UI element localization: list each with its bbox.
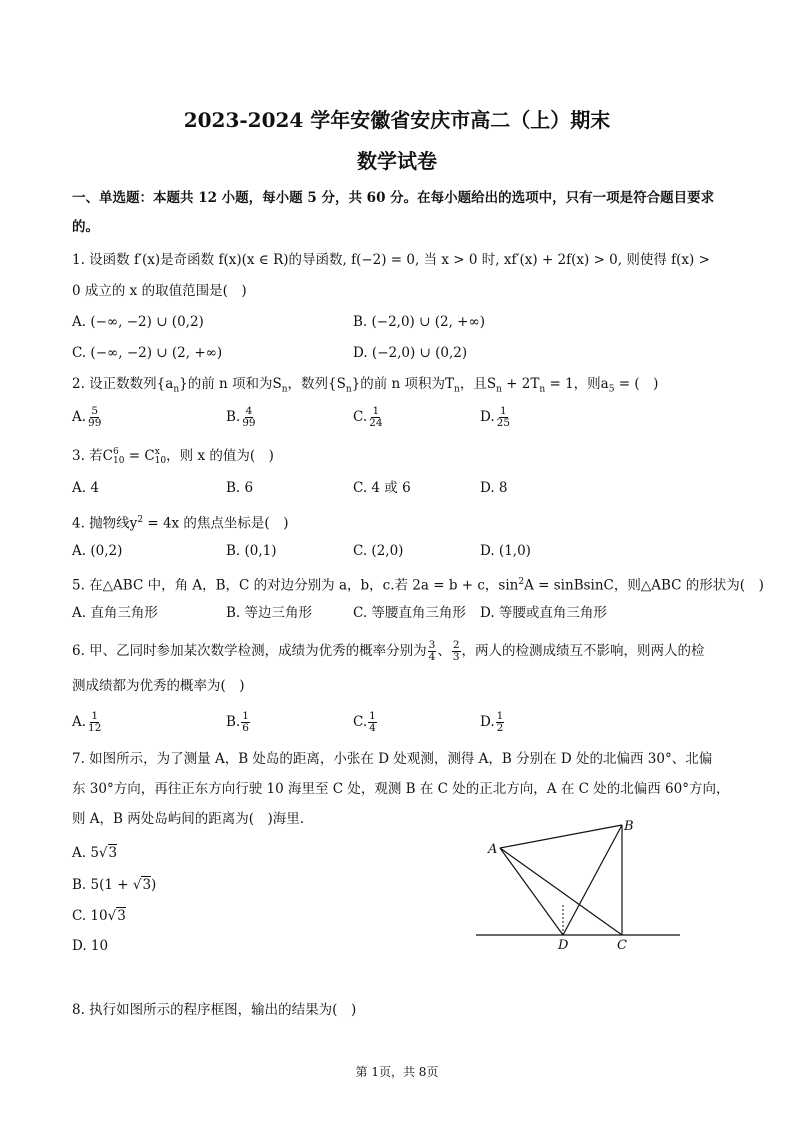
q2-stem-part: ，数列{S [287, 376, 346, 392]
exam-subtitle: 数学试卷 [357, 149, 437, 173]
q5-option-b: B. 等边三角形 [226, 605, 313, 621]
q3-option-a: A. 4 [72, 480, 99, 496]
q2-sub: n [345, 384, 352, 395]
q4-option-c: C. (2,0) [353, 543, 404, 559]
q5-option-a: A. 直角三角形 [72, 605, 158, 621]
q7-option-c: C. 10√3 [72, 908, 126, 924]
q1-stem-line2: 0 成立的 x 的取值范围是( ) [72, 283, 247, 299]
q6-option-a: A. $\frac{1}{12}$ [72, 710, 102, 734]
q5-option-c: C. 等腰直角三角形 [353, 605, 466, 621]
q1-option-d: D. (−2,0) ∪ (0,2) [353, 345, 468, 361]
label-a: A [488, 842, 498, 857]
q2-stem [72, 374, 732, 400]
q1-option-a: A. (−∞, −2) ∪ (0,2) [72, 314, 204, 330]
segment-ad [500, 848, 563, 935]
q1-stem-line1: 1. 设函数 f′(x)是奇函数 f(x)(x ∈ R)的导函数, f(−2) = 0, 当 x > 0 时, xf′(x) + 2f(x) > 0, 则使得 f(x) > [72, 252, 710, 268]
q6-option-d: D. $\frac{1}{2}$ [480, 710, 504, 734]
q1-option-b: B. (−2,0) ∪ (2, +∞) [353, 314, 485, 330]
q6-stem-line1: 6. 甲、乙同时参加某次数学检测，成绩为优秀的概率分别为 $\frac{3}{4}$ 、 $\frac{2}{3}$ ，两人的检测成绩互不影响，则两人的检 [72, 639, 705, 663]
exam-title: 2023-2024 学年安徽省安庆市高二（上）期末 [183, 108, 611, 132]
q3-option-c: C. 4 或 6 [353, 480, 411, 496]
q3-option-b: B. 6 [226, 480, 254, 496]
q2-sub: 5 [608, 384, 615, 395]
q2-sub: n [496, 384, 502, 395]
segment-ab [500, 825, 622, 848]
segment-ac [500, 848, 622, 935]
q2-sub: n [173, 384, 180, 395]
q2-option-a: A. $\frac{5}{99}$ [72, 405, 102, 429]
segment-bd [563, 825, 622, 935]
q4-option-a: A. (0,2) [72, 543, 123, 559]
q2-option-c: C. $\frac{1}{24}$ [353, 405, 383, 429]
q5-stem: 5. 在△ABC 中，角 A，B，C 的对边分别为 a，b，c.若 2a = b + c，$\sin^2A$ = sinBsinC，则△ABC 的形状为( ) [72, 577, 764, 594]
q2-sub: n [454, 384, 460, 395]
q2-stem-part: = 1，则a [545, 376, 609, 392]
label-d: D [558, 938, 569, 953]
label-c: C [617, 938, 627, 953]
q7-stem-line2: 东 30°方向，再往正东方向行驶 10 海里至 C 处，观测 B 在 C 处的正北方向，A 在 C 处的北偏西 60°方向， [72, 781, 730, 797]
q2-sub: n [281, 384, 288, 395]
q6-stem-line2: 测成绩都为优秀的概率为( ) [72, 678, 245, 694]
q7-option-d: D. 10 [72, 938, 109, 954]
q8-stem: 8. 执行如图所示的程序框图，输出的结果为( ) [72, 1002, 357, 1018]
page-footer: 第 1页，共 8页 [355, 1065, 439, 1079]
q5-option-d: D. 等腰或直角三角形 [480, 605, 607, 621]
q4-option-d: D. (1,0) [480, 543, 531, 559]
q4-stem: 4. 抛物线$y^2 = 4x$ 的焦点坐标是( ) [72, 515, 289, 532]
q2-stem-part: = ( ) [614, 376, 659, 392]
q7-stem-line1: 7. 如图所示，为了测量 A，B 处岛的距离，小张在 D 处观测，测得 A，B 分别在 D 处的北偏西 30°、北偏 [72, 751, 713, 767]
q2-stem-part: 2. 设正数数列{a [72, 376, 174, 392]
q2-option-d: D. $\frac{1}{25}$ [480, 405, 511, 429]
section-heading-cont: 的。 [72, 219, 99, 235]
q7-option-a: A. 5√3 [72, 845, 118, 861]
q2-sub: n [539, 384, 546, 395]
q2-stem-part: ，且S [459, 376, 497, 392]
q4-option-b: B. (0,1) [226, 543, 277, 559]
q6-option-b: B. $\frac{1}{6}$ [226, 710, 249, 734]
q6-option-c: C. $\frac{1}{4}$ [353, 710, 376, 734]
q3-stem: 3. 若C 6 10 = C x 10 ，则 x 的值为( ) [72, 446, 274, 466]
q2-stem-part: }的前 n 项积为T [351, 376, 455, 392]
q7-option-b: B. 5(1 + √3) [72, 877, 157, 893]
q1-option-c: C. (−∞, −2) ∪ (2, +∞) [72, 345, 223, 361]
q3-option-d: D. 8 [480, 480, 508, 496]
label-b: B [624, 819, 634, 834]
q2-stem-part: + 2T [501, 376, 540, 392]
q2-stem-part: }的前 n 项和为S [179, 376, 282, 392]
q2-option-b: B. $\frac{4}{99}$ [226, 405, 256, 429]
section-heading: 一、单选题：本题共 12 小题，每小题 5 分，共 60 分。在每小题给出的选项中，只有一项是符合题目要求 [72, 190, 715, 206]
q7-stem-line3: 则 A，B 两处岛屿间的距离为( )海里. [72, 811, 305, 827]
q7-geometry-figure [470, 815, 690, 955]
